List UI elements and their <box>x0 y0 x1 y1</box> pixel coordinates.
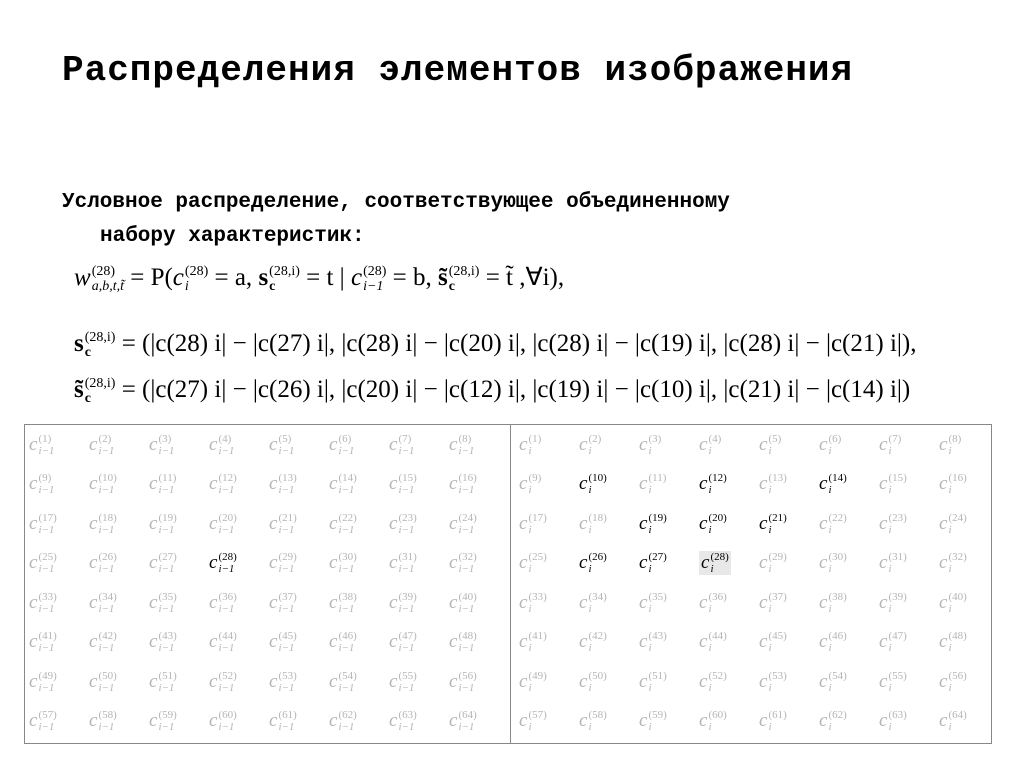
grid-cell <box>879 662 939 702</box>
grid-cell <box>519 504 579 544</box>
pixel-term: c (4) i <box>699 432 722 457</box>
grid-cell <box>519 623 579 663</box>
grid-cell <box>879 544 939 584</box>
grid-cell <box>389 702 449 742</box>
grid-cell <box>879 425 939 465</box>
grid-cell <box>519 662 579 702</box>
grid-cell <box>519 583 579 623</box>
grid-cell <box>149 623 209 663</box>
pixel-term: c (58) i−1 <box>89 709 117 734</box>
grid-cell <box>579 425 639 465</box>
pixel-term: c (36) i <box>699 590 727 615</box>
pixel-term: c (52) i−1 <box>209 669 237 694</box>
pixel-term: c (38) i−1 <box>329 590 357 615</box>
grid-cell <box>519 702 579 742</box>
pixel-term: c (46) i−1 <box>329 630 357 655</box>
pixel-term: c (1) i−1 <box>29 432 55 457</box>
pixel-term: c (1) i <box>519 432 542 457</box>
pixel-term: c (57) i <box>519 709 547 734</box>
formula-s-vector: s (28,i) c = (|c(28) i| − |c(27) i|, |c(28) i| − |c(20) i|, |c(28) i| − |c(19) i|, |c(28) i| − |c(21) i|), <box>74 330 917 361</box>
pixel-term: c (41) i <box>519 630 547 655</box>
grid-cell <box>939 465 999 505</box>
grid-cell <box>639 583 699 623</box>
grid-cell <box>759 662 819 702</box>
grid-cell <box>89 544 149 584</box>
pixel-term: c (58) i <box>579 709 607 734</box>
grid-cell <box>269 662 329 702</box>
grid-cell <box>209 623 269 663</box>
pixel-term: c (19) i−1 <box>149 511 177 536</box>
grid-cell <box>819 504 879 544</box>
formula-s-tilde-vector: s̃ (28,i) c = (|c(27) i| − |c(26) i|, |c(20) i| − |c(12) i|, |c(19) i| − |c(10) i|, |c(21) i| − |c(14) i|) <box>74 376 911 407</box>
grid-cell <box>329 662 389 702</box>
pixel-term: c (37) i−1 <box>269 590 297 615</box>
grid-cell <box>149 544 209 584</box>
grid-cell <box>759 623 819 663</box>
grid-cell <box>639 504 699 544</box>
grid-cell <box>759 425 819 465</box>
grid-cell <box>29 662 89 702</box>
pixel-term: c (53) i−1 <box>269 669 297 694</box>
pixel-term: c (42) i−1 <box>89 630 117 655</box>
pixel-term: c (40) i−1 <box>449 590 477 615</box>
subtitle-line2: набору характеристик: <box>100 225 365 248</box>
grid-cell <box>579 544 639 584</box>
formula-conditional-probability: w (28) a,b,t,t̃ = P(c (28) i = a, s (28,i) c = t | c (28) i−1 = b, s̃ (28,i) c = t̃ ,∀i), <box>74 264 565 295</box>
pixel-term: c (31) i <box>879 551 907 576</box>
grid-cell <box>269 544 329 584</box>
pixel-term: c (22) i <box>819 511 847 536</box>
pixel-term: c (63) i−1 <box>389 709 417 734</box>
grid-cell <box>579 702 639 742</box>
grid-cell <box>879 702 939 742</box>
pixel-term: c (40) i <box>939 590 967 615</box>
pixel-term: c (30) i <box>819 551 847 576</box>
grid-cell <box>819 465 879 505</box>
pixel-term: c (10) i−1 <box>89 472 117 497</box>
grid-cell <box>639 425 699 465</box>
pixel-term: c (57) i−1 <box>29 709 57 734</box>
pixel-term: c (27) i <box>639 551 667 576</box>
grid-cell <box>759 504 819 544</box>
pixel-term: c (24) i−1 <box>449 511 477 536</box>
pixel-term: c (21) i−1 <box>269 511 297 536</box>
pixel-term: c (8) i−1 <box>449 432 475 457</box>
pixel-term: c (42) i <box>579 630 607 655</box>
pixel-term: c (38) i <box>819 590 847 615</box>
pixel-term: c (12) i−1 <box>209 472 237 497</box>
grid-cell <box>639 623 699 663</box>
grid-cell <box>149 702 209 742</box>
pixel-term: c (3) i−1 <box>149 432 175 457</box>
pixel-term: c (37) i <box>759 590 787 615</box>
pixel-term: c (54) i−1 <box>329 669 357 694</box>
grid-cell <box>209 702 269 742</box>
grid-cell <box>449 662 509 702</box>
grid-cell <box>449 425 509 465</box>
grid-cell <box>269 702 329 742</box>
grid-cell <box>639 702 699 742</box>
pixel-term: c (64) i <box>939 709 967 734</box>
pixel-term: c (45) i <box>759 630 787 655</box>
grid-previous-frame <box>25 425 509 743</box>
grid-cell <box>89 623 149 663</box>
pixel-term: c (20) i−1 <box>209 511 237 536</box>
pixel-term: c (25) i <box>519 551 547 576</box>
pixel-term: c (32) i−1 <box>449 551 477 576</box>
pixel-term: c (63) i <box>879 709 907 734</box>
grid-cell <box>939 702 999 742</box>
grid-cell <box>389 623 449 663</box>
pixel-term: c (51) i−1 <box>149 669 177 694</box>
pixel-term: c (26) i <box>579 551 607 576</box>
grid-cell <box>209 465 269 505</box>
grid-cell <box>939 662 999 702</box>
pixel-term: c (39) i <box>879 590 907 615</box>
grid-cell <box>329 465 389 505</box>
pixel-term: c (8) i <box>939 432 962 457</box>
grid-cell <box>389 544 449 584</box>
grid-cell <box>699 583 759 623</box>
grid-cell <box>519 544 579 584</box>
grid-cell <box>89 702 149 742</box>
pixel-term: c (15) i <box>879 472 907 497</box>
grid-cell <box>29 544 89 584</box>
pixel-term: c (47) i <box>879 630 907 655</box>
grid-cell <box>939 623 999 663</box>
subtitle-line1: Условное распределение, соответствующее объединенному <box>62 191 730 214</box>
pixel-term: c (10) i <box>579 472 607 497</box>
grid-cell <box>389 662 449 702</box>
grid-cell <box>89 504 149 544</box>
grid-cell <box>149 504 209 544</box>
pixel-term: c (60) i−1 <box>209 709 237 734</box>
pixel-term: c (4) i−1 <box>209 432 235 457</box>
grid-cell <box>759 583 819 623</box>
grid-cell <box>699 662 759 702</box>
pixel-term: c (46) i <box>819 630 847 655</box>
pixel-term: c (17) i−1 <box>29 511 57 536</box>
pixel-term: c (13) i <box>759 472 787 497</box>
pixel-term: c (55) i <box>879 669 907 694</box>
grid-cell <box>149 425 209 465</box>
pixel-term: c (25) i−1 <box>29 551 57 576</box>
grid-cell <box>449 583 509 623</box>
slide-title: Распределения элементов изображения <box>62 50 854 91</box>
pixel-term: c (28) i−1 <box>209 551 237 576</box>
grid-cell <box>389 465 449 505</box>
grid-cell <box>209 662 269 702</box>
pixel-term: c (17) i <box>519 511 547 536</box>
grid-cell <box>939 425 999 465</box>
pixel-term: c (52) i <box>699 669 727 694</box>
grid-cell <box>149 662 209 702</box>
pixel-term: c (30) i−1 <box>329 551 357 576</box>
grid-cell <box>449 623 509 663</box>
grid-cell <box>819 662 879 702</box>
grid-cell <box>759 702 819 742</box>
pixel-term: c (9) i−1 <box>29 472 55 497</box>
pixel-term: c (56) i−1 <box>449 669 477 694</box>
grid-cell <box>879 623 939 663</box>
grid-cell <box>939 544 999 584</box>
pixel-term: c (5) i <box>759 432 782 457</box>
grid-cell <box>579 662 639 702</box>
grid-cell <box>579 504 639 544</box>
grid-cell <box>329 504 389 544</box>
grid-cell <box>579 465 639 505</box>
grid-cell <box>29 583 89 623</box>
pixel-term: c (14) i−1 <box>329 472 357 497</box>
pixel-term: c (11) i <box>639 472 667 497</box>
pixel-term: c (39) i−1 <box>389 590 417 615</box>
grid-cell <box>879 583 939 623</box>
pixel-term: c (29) i−1 <box>269 551 297 576</box>
grid-cell <box>879 465 939 505</box>
grid-cell <box>209 544 269 584</box>
pixel-term: c (6) i−1 <box>329 432 355 457</box>
pixel-term: c (45) i−1 <box>269 630 297 655</box>
pixel-term: c (28) i <box>701 551 729 576</box>
pixel-term: c (59) i <box>639 709 667 734</box>
pixel-term: c (13) i−1 <box>269 472 297 497</box>
grid-cell <box>89 465 149 505</box>
pixel-term: c (9) i <box>519 472 542 497</box>
grid-cell <box>699 623 759 663</box>
pixel-term: c (44) i <box>699 630 727 655</box>
grid-cell <box>819 583 879 623</box>
pixel-term: c (41) i−1 <box>29 630 57 655</box>
grid-cell <box>639 465 699 505</box>
grid-cell <box>209 504 269 544</box>
grid-cell <box>29 504 89 544</box>
pixel-term: c (43) i−1 <box>149 630 177 655</box>
pixel-term: c (31) i−1 <box>389 551 417 576</box>
pixel-term: c (53) i <box>759 669 787 694</box>
pixel-term: c (35) i <box>639 590 667 615</box>
grid-cell <box>389 504 449 544</box>
grid-cell <box>269 465 329 505</box>
grid-cell <box>639 544 699 584</box>
grid-cell <box>759 465 819 505</box>
pixel-term: c (15) i−1 <box>389 472 417 497</box>
grid-cell <box>389 583 449 623</box>
grid-cell <box>639 662 699 702</box>
grid-cell <box>449 702 509 742</box>
pixel-term: c (61) i−1 <box>269 709 297 734</box>
grid-cell <box>329 623 389 663</box>
grid-cell <box>149 583 209 623</box>
pixel-term: c (50) i−1 <box>89 669 117 694</box>
grid-cell <box>89 662 149 702</box>
pixel-term: c (55) i−1 <box>389 669 417 694</box>
grid-cell <box>819 702 879 742</box>
pixel-term: c (26) i−1 <box>89 551 117 576</box>
pixel-term: c (49) i <box>519 669 547 694</box>
pixel-term: c (44) i−1 <box>209 630 237 655</box>
grid-cell <box>29 623 89 663</box>
grid-cell <box>89 583 149 623</box>
pixel-term: c (2) i−1 <box>89 432 115 457</box>
pixel-term: c (54) i <box>819 669 847 694</box>
grid-cell <box>329 702 389 742</box>
pixel-term: c (23) i <box>879 511 907 536</box>
grid-cell <box>699 544 759 584</box>
pixel-term: c (19) i <box>639 511 667 536</box>
grid-cell <box>519 465 579 505</box>
grid-cell <box>939 583 999 623</box>
pixel-term: c (59) i−1 <box>149 709 177 734</box>
pixel-term: c (48) i−1 <box>449 630 477 655</box>
pixel-term: c (6) i <box>819 432 842 457</box>
grid-cell <box>819 623 879 663</box>
pixel-term: c (18) i−1 <box>89 511 117 536</box>
pixel-term: c (43) i <box>639 630 667 655</box>
pixel-term: c (47) i−1 <box>389 630 417 655</box>
pixel-term: c (24) i <box>939 511 967 536</box>
pixel-term: c (7) i <box>879 432 902 457</box>
pixel-term: c (20) i <box>699 511 727 536</box>
pixel-term: c (18) i <box>579 511 607 536</box>
pixel-term: c (14) i <box>819 472 847 497</box>
pixel-term: c (33) i−1 <box>29 590 57 615</box>
pixel-term: c (23) i−1 <box>389 511 417 536</box>
pixel-term: c (16) i−1 <box>449 472 477 497</box>
pixel-term: c (11) i−1 <box>149 472 177 497</box>
pixel-term: c (36) i−1 <box>209 590 237 615</box>
pixel-term: c (50) i <box>579 669 607 694</box>
pixel-term: c (27) i−1 <box>149 551 177 576</box>
grid-cell <box>269 583 329 623</box>
pixel-term: c (62) i−1 <box>329 709 357 734</box>
grid-cell <box>389 425 449 465</box>
pixel-term: c (32) i <box>939 551 967 576</box>
grid-cell <box>449 465 509 505</box>
pixel-term: c (21) i <box>759 511 787 536</box>
grid-cell <box>329 583 389 623</box>
grid-cell <box>29 465 89 505</box>
grid-cell <box>939 504 999 544</box>
pixel-term: c (12) i <box>699 472 727 497</box>
grid-cell <box>269 623 329 663</box>
pixel-term: c (48) i <box>939 630 967 655</box>
pixel-term: c (62) i <box>819 709 847 734</box>
grid-cell <box>89 425 149 465</box>
pixel-term: c (29) i <box>759 551 787 576</box>
pixel-term: c (35) i−1 <box>149 590 177 615</box>
pixel-grid-figure <box>24 424 992 744</box>
grid-cell <box>519 425 579 465</box>
pixel-term: c (56) i <box>939 669 967 694</box>
grid-cell <box>819 544 879 584</box>
pixel-term: c (64) i−1 <box>449 709 477 734</box>
grid-cell <box>269 504 329 544</box>
pixel-term: c (60) i <box>699 709 727 734</box>
grid-cell <box>269 425 329 465</box>
grid-cell <box>29 425 89 465</box>
grid-cell <box>209 425 269 465</box>
grid-cell <box>879 504 939 544</box>
grid-cell <box>329 544 389 584</box>
pixel-term: c (61) i <box>759 709 787 734</box>
grid-cell <box>449 544 509 584</box>
grid-cell <box>449 504 509 544</box>
grid-cell <box>819 425 879 465</box>
grid-cell <box>329 425 389 465</box>
grid-cell <box>699 702 759 742</box>
pixel-term: c (22) i−1 <box>329 511 357 536</box>
grid-cell <box>699 504 759 544</box>
grid-cell <box>149 465 209 505</box>
pixel-term: c (16) i <box>939 472 967 497</box>
pixel-term: c (33) i <box>519 590 547 615</box>
grid-cell <box>699 465 759 505</box>
grid-cell <box>759 544 819 584</box>
grid-current-frame <box>511 425 999 743</box>
grid-cell <box>579 583 639 623</box>
pixel-term: c (5) i−1 <box>269 432 295 457</box>
subtitle <box>62 186 1002 254</box>
grid-cell <box>209 583 269 623</box>
pixel-term: c (51) i <box>639 669 667 694</box>
pixel-term: c (2) i <box>579 432 602 457</box>
grid-cell <box>699 425 759 465</box>
pixel-term: c (34) i−1 <box>89 590 117 615</box>
pixel-term: c (49) i−1 <box>29 669 57 694</box>
grid-cell <box>579 623 639 663</box>
grid-cell <box>29 702 89 742</box>
pixel-term: c (3) i <box>639 432 662 457</box>
pixel-term: c (34) i <box>579 590 607 615</box>
pixel-term: c (7) i−1 <box>389 432 415 457</box>
